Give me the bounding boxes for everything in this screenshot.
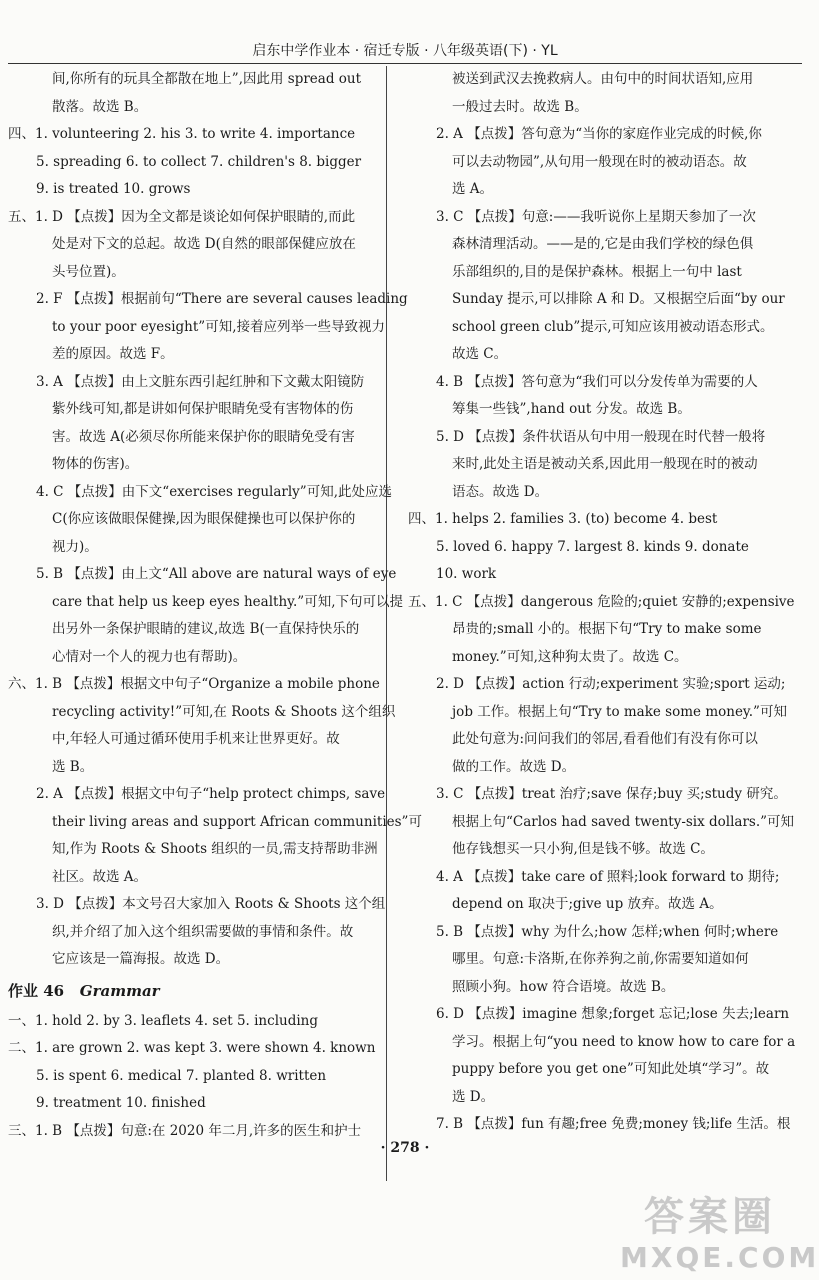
text-line: 选 B。 (52, 758, 94, 775)
text-line: 10. work (436, 566, 497, 582)
text-line: 一般过去时。故选 B。 (452, 98, 588, 115)
watermark-url: MXQE.COM (620, 1241, 819, 1274)
text-line: 3. C 【点拨】treat 治疗;save 保存;buy 买;study 研究。 (436, 786, 787, 802)
text-line: 7. B 【点拨】fun 有趣;free 免费;money 钱;life 生活。根 (436, 1116, 791, 1132)
text-line: 6. D 【点拨】imagine 想象;forget 忘记;lose 失去;learn (436, 1006, 790, 1022)
text-line: 3. D 【点拨】本文号召大家加入 Roots & Shoots 这个组 (36, 896, 386, 912)
text-line: 知,作为 Roots & Shoots 组织的一员,需支持帮助非洲 (52, 841, 378, 857)
text-line: 做的工作。故选 D。 (452, 758, 576, 775)
text-line: 五、1. C 【点拨】dangerous 危险的;quiet 安静的;expensive (408, 593, 795, 610)
text-line: 2. A 【点拨】答句意为“当你的家庭作业完成的时候,你 (436, 126, 762, 142)
text-line: 2. D 【点拨】action 行动;experiment 实验;sport 运动; (436, 676, 786, 692)
text-line: 5. B 【点拨】由上文“All above are natural ways of eye (36, 566, 397, 582)
left-column (0, 66, 422, 1145)
text-line: 哪里。句意:卡洛斯,在你养狗之前,你需要知道如何 (452, 951, 749, 967)
text-line: to your poor eyesight”可知,接着应列举一些导致视力 (52, 318, 385, 335)
watermark-top: 答案圈 (644, 1194, 776, 1240)
text-line: 5. loved 6. happy 7. largest 8. kinds 9. donate (436, 538, 749, 555)
text-line: 心情对一个人的视力也有帮助)。 (52, 648, 247, 665)
text-line: 视力)。 (52, 538, 98, 555)
text-line: 5. B 【点拨】why 为什么;how 怎样;when 何时;where (436, 923, 779, 940)
text-line: puppy before you get one”可知此处填“学习”。故 (452, 1061, 770, 1077)
text-line: 选 D。 (452, 1088, 495, 1105)
text-line: 三、1. B 【点拨】句意:在 2020 年二月,许多的医生和护士 (8, 1122, 362, 1139)
text-line: 六、1. B 【点拨】根据文中句子“Organize a mobile phone (8, 676, 380, 692)
text-line: school green club”提示,可知应该用被动语态形式。 (452, 318, 774, 335)
text-line: 物体的伤害)。 (52, 456, 139, 472)
text-line: 头号位置)。 (52, 263, 125, 280)
text-line: 森林清理活动。——是的,它是由我们学校的绿色俱 (452, 236, 754, 252)
section-name: Grammar (79, 981, 160, 1000)
text-line: 昂贵的;small 小的。根据下句“Try to make some (452, 621, 762, 637)
text-line: 差的原因。故选 F。 (52, 346, 174, 362)
text-line: C(你应该做眼保健操,因为眼保健操也可以保护你的 (52, 511, 356, 527)
text-line: 出另外一条保护眼睛的建议,故选 B(一直保持快乐的 (52, 621, 360, 637)
text-line: 二、1. are grown 2. was kept 3. were shown 4. known (8, 1040, 376, 1056)
section-prefix: 作业 46 (8, 981, 65, 1000)
text-line: 2. A 【点拨】根据文中句子“help protect chimps, save (36, 786, 386, 802)
text-line: 4. A 【点拨】take care of 照料;look forward to 期待; (436, 868, 780, 885)
text-line: 散落。故选 B。 (52, 98, 148, 115)
text-line: 9. treatment 10. finished (36, 1095, 206, 1111)
text-line: 5. D 【点拨】条件状语从句中用一般现在时代替一般将 (436, 428, 766, 445)
header-rule (8, 63, 802, 64)
text-line: 被送到武汉去挽救病人。由句中的时间状语知,应用 (452, 71, 754, 87)
text-line: 此处句意为:问问我们的邻居,看看他们有没有你可以 (452, 731, 758, 747)
text-line: care that help us keep eyes healthy.”可知,下句可以提 (52, 593, 403, 610)
text-line: 根据上句“Carlos had saved twenty-six dollars.”可知 (452, 813, 795, 830)
right-column (400, 66, 798, 1139)
text-line: 2. F 【点拨】根据前句“There are several causes leading (36, 291, 408, 307)
section-title (0, 974, 370, 1008)
column-divider (386, 66, 387, 1181)
text-line: 语态。故选 D。 (452, 483, 549, 500)
text-line: 四、1. helps 2. families 3. (to) become 4. best (408, 511, 718, 527)
text-line: 学习。根据上句“you need to know how to care for a (452, 1033, 796, 1050)
right-lines (400, 66, 798, 1139)
text-line: 故选 C。 (452, 346, 508, 362)
left-lines (0, 66, 422, 974)
text-line: 可以去动物园”,从句用一般现在时的被动语态。故 (452, 153, 747, 170)
watermark-logo (620, 1194, 819, 1277)
text-line: 处是对下文的总起。故选 D(自然的眼部保健应放在 (52, 236, 356, 252)
text-line: recycling activity!”可知,在 Roots & Shoots 这个组织 (52, 703, 396, 720)
text-line: job 工作。根据上句“Try to make some money.”可知 (452, 703, 787, 720)
text-line: 间,你所有的玩具全都散在地上”,因此用 spread out (52, 71, 362, 87)
page-number: · 278 · (380, 1140, 430, 1156)
page-header: 启东中学作业本 · 宿迁专版 · 八年级英语(下) · YL (252, 43, 558, 59)
left-lines-after (0, 1008, 376, 1146)
text-line: 5. is spent 6. medical 7. planted 8. written (36, 1067, 327, 1084)
text-line: 9. is treated 10. grows (36, 181, 191, 197)
text-line: 3. C 【点拨】句意:——我听说你上星期天参加了一次 (436, 208, 756, 225)
text-line: 它应该是一篇海报。故选 D。 (52, 951, 230, 967)
text-line: 中,年轻人可通过循环使用手机来让世界更好。故 (52, 731, 340, 747)
text-line: 社区。故选 A。 (52, 868, 148, 885)
text-line: Sunday 提示,可以排除 A 和 D。又根据空后面“by our (452, 291, 785, 307)
text-line: 5. spreading 6. to collect 7. children's 8. bigger (36, 153, 362, 170)
text-line: 五、1. D 【点拨】因为全文都是谈论如何保护眼睛的,而此 (8, 208, 356, 225)
text-line: depend on 取决于;give up 放弃。故选 A。 (452, 896, 723, 912)
text-line: 4. C 【点拨】由下文“exercises regularly”可知,此处应选 (36, 483, 392, 500)
text-line: 照顾小狗。how 符合语境。故选 B。 (452, 978, 675, 995)
text-line: their living areas and support African communities”可 (52, 813, 422, 830)
text-line: 四、1. volunteering 2. his 3. to write 4. importance (8, 126, 356, 142)
text-line: 织,并介绍了加入这个组织需要做的事情和条件。故 (52, 923, 354, 940)
text-line: 4. B 【点拨】答句意为“我们可以分发传单为需要的人 (436, 373, 758, 390)
text-line: 选 A。 (452, 181, 494, 197)
text-line: 害。故选 A(必须尽你所能来保护你的眼睛免受有害 (52, 428, 355, 445)
text-line: 筹集一些钱”,hand out 分发。故选 B。 (452, 401, 691, 417)
text-line: 来时,此处主语是被动关系,因此用一般现在时的被动 (452, 456, 758, 472)
text-line: 乐部组织的,目的是保护森林。根据上一句中 last (452, 263, 742, 280)
text-line: money.”可知,这种狗太贵了。故选 C。 (452, 648, 688, 665)
text-line: 紫外线可知,都是讲如何保护眼睛免受有害物体的伤 (52, 401, 354, 417)
text-line: 他存钱想买一只小狗,但是钱不够。故选 C。 (452, 841, 714, 857)
text-line: 3. A 【点拨】由上文脏东西引起红肿和下文戴太阳镜防 (36, 373, 365, 390)
text-line: 一、1. hold 2. by 3. leaflets 4. set 5. including (8, 1012, 318, 1029)
